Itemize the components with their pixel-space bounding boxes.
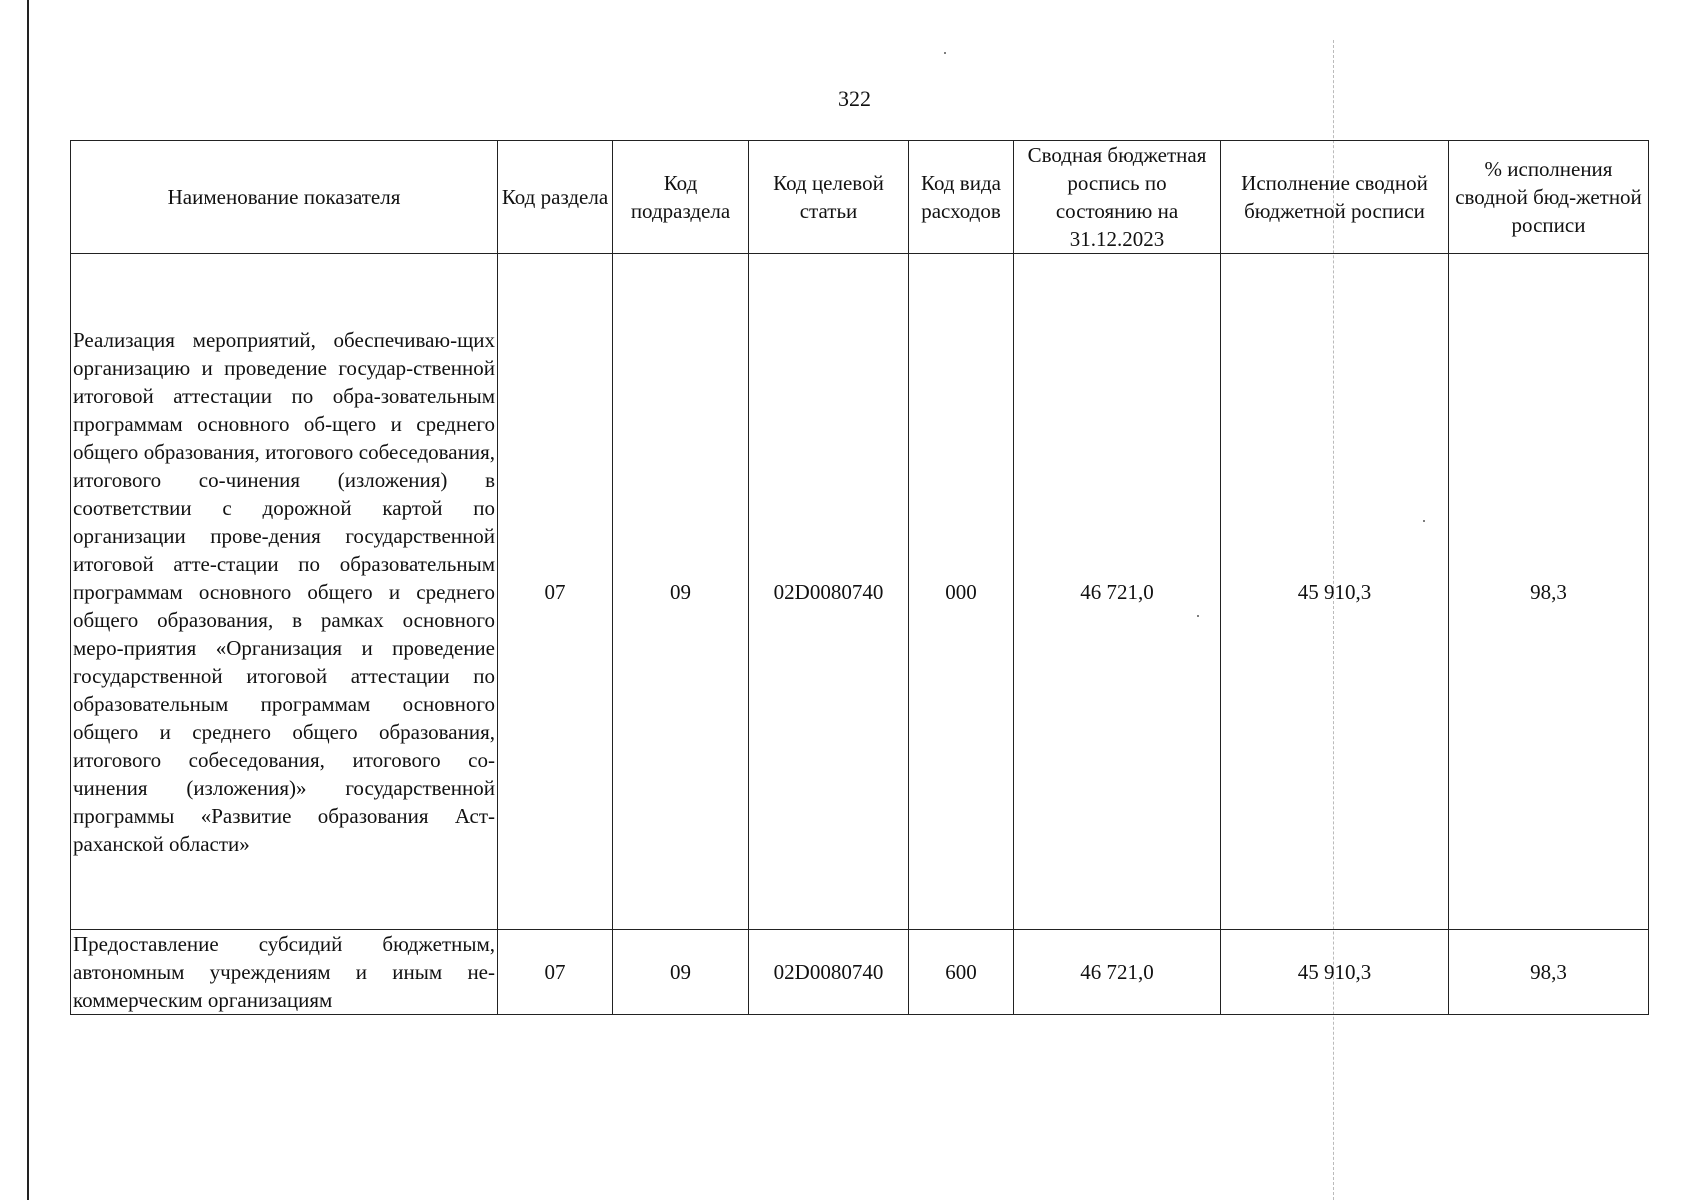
execution-cell: 45 910,3 (1221, 930, 1449, 1015)
subsection-code-cell: 09 (613, 254, 749, 930)
header-indicator-name: Наименование показателя (71, 141, 498, 254)
subsection-code-cell: 09 (613, 930, 749, 1015)
execution-cell: 45 910,3 (1221, 254, 1449, 930)
percent-cell: 98,3 (1449, 930, 1649, 1015)
section-code-cell: 07 (498, 930, 613, 1015)
page-number: 322 (838, 86, 871, 111)
header-execution: Исполнение сводной бюджетной росписи (1221, 141, 1449, 254)
section-code-cell: 07 (498, 254, 613, 930)
indicator-name-text: Реализация мероприятий, обеспечиваю-щих организацию и проведение государ-ственной итоговой аттестации по обра-зовательным программам основного об-щего и среднего общего образования, итогового собеседования, итогового со-чинения (изложения) в соответствии с дорожной картой по организации прове-дения государственной итоговой атте-стации по образовательным программам основного общего и среднего общего образования, в рамках основного меро-приятия «Организация и проведение государственной итоговой аттестации по образовательным программам основного общего и среднего общего образования, итогового собеседования, итогового со-чинения (изложения)» государственной программы «Развитие образования Аст-раханской области» (73, 327, 495, 856)
left-margin-line (27, 0, 29, 1200)
indicator-name-cell (71, 930, 498, 1015)
header-percent: % исполнения сводной бюд-жетной росписи (1449, 141, 1649, 254)
expense-type-cell: 000 (909, 254, 1014, 930)
header-target-code: Код целевой статьи (749, 141, 909, 254)
target-code-cell: 02D0080740 (749, 254, 909, 930)
header-budget: Сводная бюджетная роспись по состоянию на 31.12.2023 (1014, 141, 1221, 254)
table-row (71, 930, 1649, 1015)
expense-type-cell: 600 (909, 930, 1014, 1015)
indicator-name-cell (71, 254, 498, 930)
budget-cell: 46 721,0 (1014, 254, 1221, 930)
header-section-code: Код раздела (498, 141, 613, 254)
header-subsection-code: Код подраздела (613, 141, 749, 254)
budget-table (70, 140, 1649, 1015)
indicator-name-text: Предоставление субсидий бюджетным, автономным учреждениям и иным не-коммерческим организациям (73, 932, 495, 1012)
budget-cell: 46 721,0 (1014, 930, 1221, 1015)
target-code-cell: 02D0080740 (749, 930, 909, 1015)
table-row (71, 254, 1649, 930)
table-header-row (71, 141, 1649, 254)
scan-speck (944, 52, 946, 54)
percent-cell: 98,3 (1449, 254, 1649, 930)
header-expense-type-code: Код вида расходов (909, 141, 1014, 254)
